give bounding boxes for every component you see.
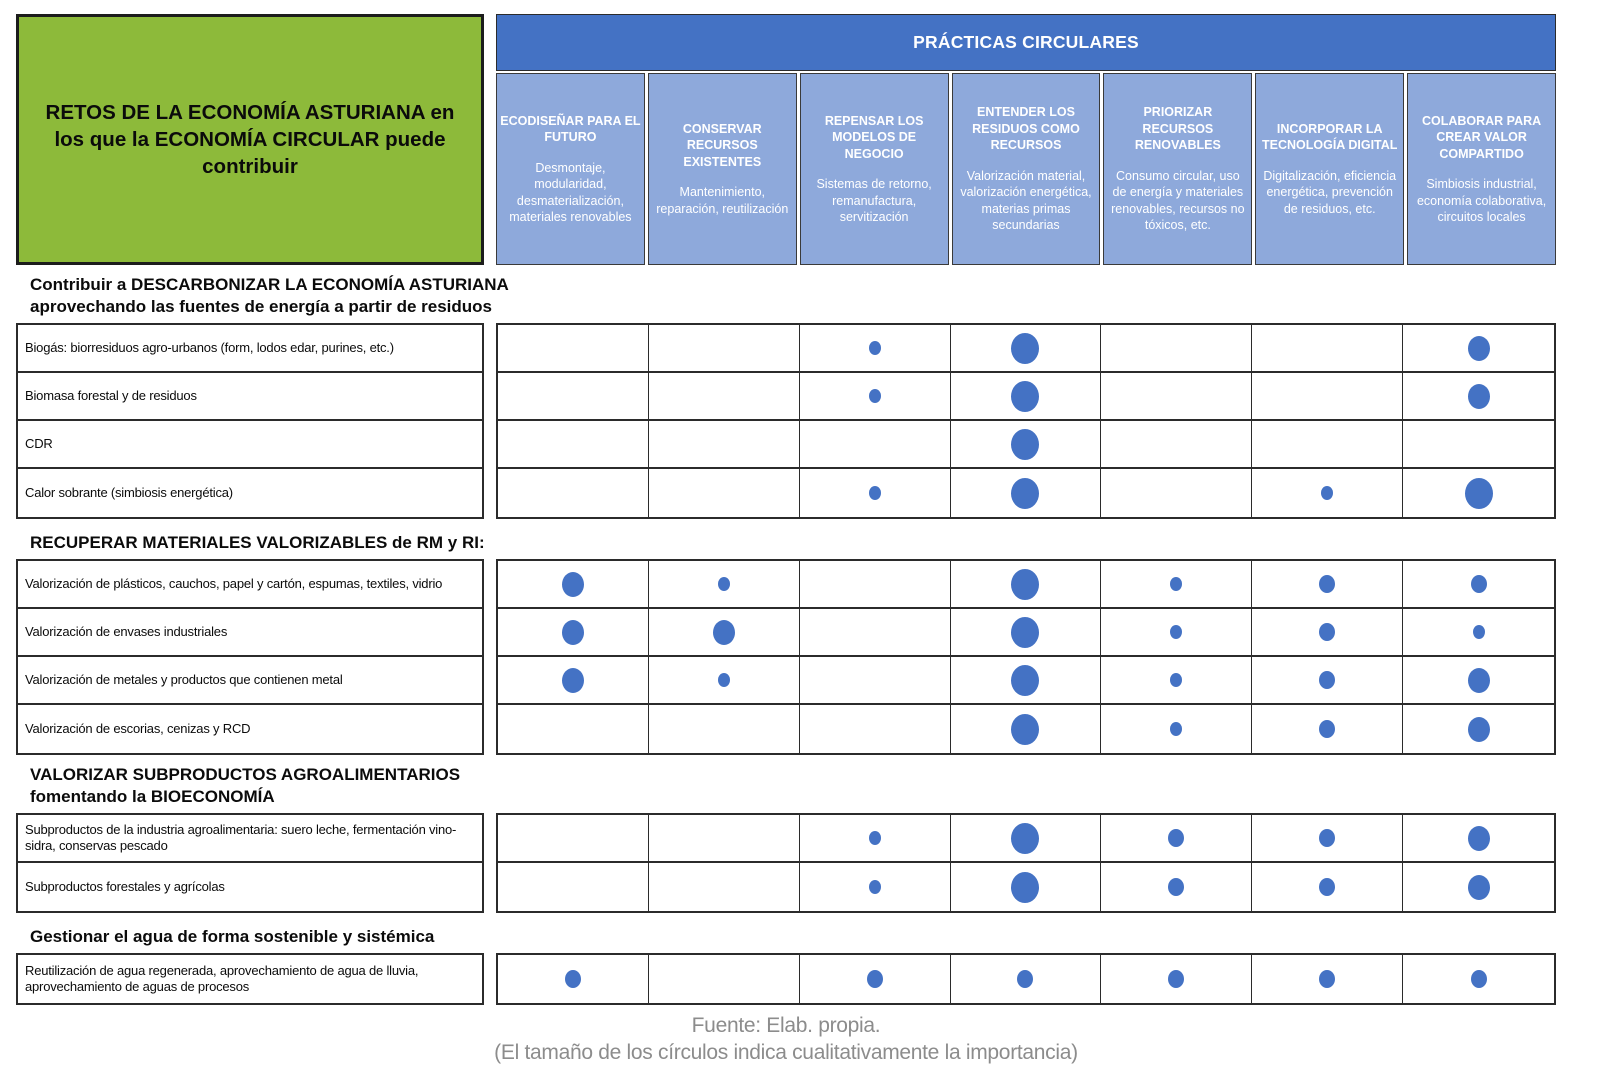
matrix-cell: [1403, 421, 1554, 469]
importance-dot: [1468, 875, 1490, 900]
challenges-title-box: [16, 14, 484, 265]
matrix-cell: [1101, 373, 1252, 421]
matrix-cell: [1101, 705, 1252, 753]
importance-dot: [1468, 668, 1490, 693]
matrix-cell: [800, 469, 951, 517]
row-label: Reutilización de agua regenerada, aprovechamiento de agua de lluvia, aprovechamiento de aguas de procesos: [25, 963, 419, 994]
matrix-cell: [951, 373, 1102, 421]
matrix-cell: [800, 421, 951, 469]
row-labels-box: [16, 559, 484, 755]
matrix-cell: [1252, 373, 1403, 421]
matrix-cell: [649, 657, 800, 705]
matrix-cell: [498, 705, 649, 753]
matrix-cell: [649, 863, 800, 911]
importance-dot: [1170, 673, 1182, 687]
column-title: INCORPORAR LA TECNOLOGÍA DIGITAL: [1262, 121, 1398, 153]
section-body-1: [16, 323, 1556, 519]
column-title: ECODISEÑAR PARA EL FUTURO: [500, 113, 641, 144]
column-subtitle: Simbiosis industrial, economía colaborativa, circuitos locales: [1416, 177, 1547, 224]
matrix-cell: [951, 815, 1102, 863]
row-label: CDR: [18, 421, 482, 469]
section-body-2: [16, 559, 1556, 755]
header-band: [16, 14, 1556, 265]
importance-dot: [1319, 671, 1335, 689]
column-header-4: [952, 73, 1101, 265]
matrix-cell: [1101, 863, 1252, 911]
section-body-4: [16, 953, 1556, 1005]
matrix-cell: [649, 561, 800, 609]
matrix-cells-box: [496, 323, 1556, 519]
matrix-cell: [1252, 469, 1403, 517]
matrix-cell: [1252, 863, 1403, 911]
importance-dot: [1011, 569, 1039, 600]
column-title: PRIORIZAR RECURSOS RENOVABLES: [1134, 105, 1221, 153]
matrix-cell: [1403, 325, 1554, 373]
importance-dot: [869, 341, 881, 355]
importance-dot: [1011, 478, 1039, 509]
importance-dot: [565, 970, 581, 988]
column-subtitle: Sistemas de retorno, remanufactura, servitización: [816, 177, 932, 224]
matrix-cell: [498, 609, 649, 657]
column-subtitle: Desmontaje, modularidad, desmaterialización, materiales renovables: [509, 160, 632, 224]
column-subtitle: Consumo circular, uso de energía y materiales renovables, recursos no tóxicos, etc.: [1111, 168, 1245, 233]
matrix-cell: [1403, 955, 1554, 1003]
matrix-cell: [951, 955, 1102, 1003]
importance-dot: [713, 620, 735, 645]
practices-title: [496, 14, 1556, 71]
column-title: COLABORAR PARA CREAR VALOR COMPARTIDO: [1421, 113, 1542, 161]
column-title: ENTENDER LOS RESIDUOS COMO RECURSOS: [972, 105, 1080, 153]
matrix-cell: [1403, 863, 1554, 911]
matrix-cells-box: [496, 813, 1556, 913]
matrix-cell: [649, 609, 800, 657]
matrix-cell: [800, 373, 951, 421]
importance-dot: [1319, 720, 1335, 738]
matrix-cell: [951, 561, 1102, 609]
matrix-cell: [1403, 609, 1554, 657]
section-header-line: aprovechando las fuentes de energía a partir de residuos: [30, 297, 492, 316]
matrix-cell: [1252, 609, 1403, 657]
matrix-cell: [800, 815, 951, 863]
matrix-cell: [1252, 815, 1403, 863]
matrix-cell: [800, 955, 951, 1003]
matrix-cell: [1403, 561, 1554, 609]
matrix-cell: [1101, 421, 1252, 469]
importance-dot: [867, 970, 883, 988]
row-labels-box: [16, 323, 484, 519]
matrix-cell: [649, 815, 800, 863]
importance-dot: [1321, 486, 1333, 500]
row-label: Subproductos forestales y agrícolas: [25, 879, 225, 894]
importance-dot: [1468, 717, 1490, 742]
matrix-cell: [1101, 469, 1252, 517]
row-labels-box: [16, 813, 484, 913]
practices-header: [496, 14, 1556, 265]
column-header-7: [1407, 73, 1556, 265]
row-label: Biomasa forestal y de residuos: [18, 373, 482, 421]
matrix-cell: [1252, 705, 1403, 753]
matrix-cell: [649, 469, 800, 517]
matrix-cell: [649, 955, 800, 1003]
importance-dot: [1011, 823, 1039, 854]
importance-dot: [1011, 665, 1039, 696]
importance-dot: [1168, 829, 1184, 847]
importance-dot: [1170, 722, 1182, 736]
matrix-cell: [498, 421, 649, 469]
matrix-cells-box: [496, 953, 1556, 1005]
importance-dot: [562, 572, 584, 597]
column-header-5: [1103, 73, 1252, 265]
importance-dot: [1011, 333, 1039, 364]
importance-dot: [1170, 625, 1182, 639]
importance-dot: [869, 880, 881, 894]
importance-dot: [1168, 878, 1184, 896]
matrix-cell: [800, 657, 951, 705]
matrix-cell: [1403, 657, 1554, 705]
matrix-cell: [1252, 561, 1403, 609]
importance-dot: [562, 668, 584, 693]
column-subtitle: Digitalización, eficiencia energética, prevención de residuos, etc.: [1263, 168, 1397, 216]
row-label: Valorización de metales y productos que contienen metal: [18, 657, 482, 705]
column-header-6: [1255, 73, 1404, 265]
matrix-cell: [800, 863, 951, 911]
section-header-line: VALORIZAR SUBPRODUCTOS AGROALIMENTARIOS: [30, 765, 461, 784]
matrix-cell: [1101, 325, 1252, 373]
matrix-cell: [1403, 469, 1554, 517]
section-header-4: [16, 913, 1556, 953]
matrix-cell: [1252, 421, 1403, 469]
importance-dot: [1170, 577, 1182, 591]
row-label: Valorización de envases industriales: [18, 609, 482, 657]
importance-dot: [718, 673, 730, 687]
matrix-cell: [1403, 705, 1554, 753]
row-label: Calor sobrante (simbiosis energética): [25, 485, 233, 500]
matrix-cell: [800, 609, 951, 657]
matrix-cell: [1101, 657, 1252, 705]
sections: [16, 265, 1556, 1005]
importance-dot: [869, 831, 881, 845]
matrix-cell: [1403, 373, 1554, 421]
matrix-cell: [498, 373, 649, 421]
matrix-cell: [1101, 815, 1252, 863]
section-header-3: [16, 755, 1556, 813]
matrix-cell: [1252, 955, 1403, 1003]
importance-dot: [1319, 575, 1335, 593]
importance-dot: [1468, 336, 1490, 361]
row-label: Valorización de escorias, cenizas y RCD: [25, 721, 251, 736]
section-header-line: fomentando la BIOECONOMÍA: [30, 787, 275, 806]
importance-dot: [1319, 878, 1335, 896]
footer-source: Fuente: Elab. propia.: [691, 1014, 881, 1037]
matrix-cell: [498, 325, 649, 373]
importance-dot: [562, 620, 584, 645]
importance-dot: [1011, 617, 1039, 648]
matrix-cell: [951, 421, 1102, 469]
matrix-cell: [1252, 325, 1403, 373]
row-label: Subproductos de la industria agroalimentaria: suero leche, fermentación vino-sidra, conservas pescado: [18, 815, 482, 863]
challenges-title: RETOS DE LA ECONOMÍA ASTURIANA en los que la ECONOMÍA CIRCULAR puede contribuir: [45, 101, 455, 178]
matrix-cell: [800, 705, 951, 753]
importance-dot: [1011, 872, 1039, 903]
matrix-cell: [951, 469, 1102, 517]
row-labels-box: [16, 953, 484, 1005]
matrix-cell: [649, 421, 800, 469]
importance-dot: [1011, 714, 1039, 745]
matrix-cell: [951, 657, 1102, 705]
matrix-cell: [800, 561, 951, 609]
matrix-cell: [1101, 561, 1252, 609]
matrix-cell: [1403, 815, 1554, 863]
footer: [16, 1012, 1556, 1066]
importance-dot: [869, 486, 881, 500]
importance-dot: [1473, 625, 1485, 639]
importance-dot: [1017, 970, 1033, 988]
matrix-cell: [498, 863, 649, 911]
column-header-2: [648, 73, 797, 265]
importance-dot: [1168, 970, 1184, 988]
column-header-1: [496, 73, 645, 265]
matrix-cells-box: [496, 559, 1556, 755]
importance-dot: [1319, 829, 1335, 847]
matrix-cell: [498, 657, 649, 705]
matrix-cell: [498, 469, 649, 517]
matrix-cell: [649, 705, 800, 753]
matrix-cell: [951, 863, 1102, 911]
importance-dot: [1468, 384, 1490, 409]
section-header-2: [16, 519, 1556, 559]
matrix-cell: [951, 325, 1102, 373]
column-title: REPENSAR LOS MODELOS DE NEGOCIO: [824, 113, 924, 161]
column-header-3: [800, 73, 949, 265]
section-header-line: Gestionar el agua de forma sostenible y sistémica: [30, 927, 435, 946]
matrix-cell: [498, 815, 649, 863]
importance-dot: [1468, 826, 1490, 851]
column-subtitle: Valorización material, valorización energética, materias primas secundarias: [960, 168, 1092, 233]
matrix-cell: [951, 705, 1102, 753]
column-subtitle: Mantenimiento, reparación, reutilización: [656, 185, 789, 216]
practices-title-text: PRÁCTICAS CIRCULARES: [913, 32, 1139, 52]
importance-dot: [1319, 623, 1335, 641]
section-header-line: RECUPERAR MATERIALES VALORIZABLES de RM y RI:: [30, 533, 485, 552]
importance-dot: [869, 389, 881, 403]
matrix-cell: [951, 609, 1102, 657]
column-title: CONSERVAR RECURSOS EXISTENTES: [682, 121, 762, 169]
matrix-cell: [1101, 609, 1252, 657]
importance-dot: [1465, 478, 1493, 509]
matrix-cell: [800, 325, 951, 373]
importance-dot: [1011, 429, 1039, 460]
section-header-line: Contribuir a DESCARBONIZAR LA ECONOMÍA ASTURIANA: [30, 275, 509, 294]
row-label: Valorización de plásticos, cauchos, papel y cartón, espumas, textiles, vidrio: [18, 561, 482, 609]
matrix-cell: [498, 955, 649, 1003]
importance-dot: [1471, 970, 1487, 988]
importance-dot: [1319, 970, 1335, 988]
section-header-1: [16, 265, 1556, 323]
footer-note: (El tamaño de los círculos indica cualitativamente la importancia): [494, 1041, 1078, 1064]
importance-dot: [1011, 381, 1039, 412]
section-body-3: [16, 813, 1556, 913]
importance-dot: [718, 577, 730, 591]
matrix-cell: [1252, 657, 1403, 705]
matrix-cell: [498, 561, 649, 609]
row-label: Biogás: biorresiduos agro-urbanos (form, lodos edar, purines, etc.): [18, 325, 482, 373]
matrix-cell: [649, 325, 800, 373]
matrix-cell: [1101, 955, 1252, 1003]
column-headers-row: [496, 73, 1556, 265]
importance-dot: [1471, 575, 1487, 593]
matrix-cell: [649, 373, 800, 421]
